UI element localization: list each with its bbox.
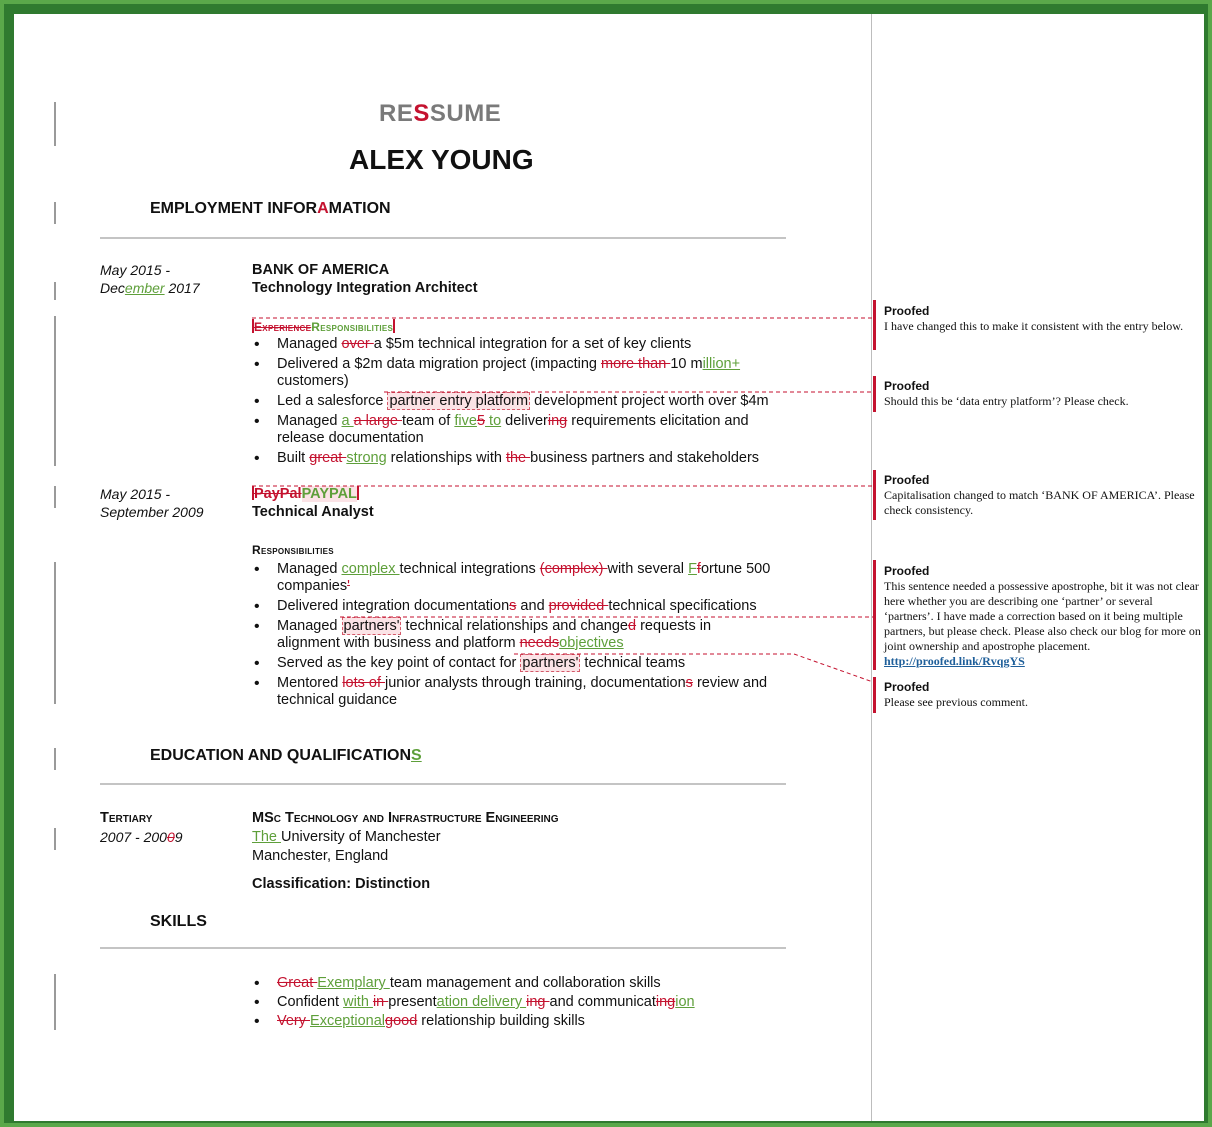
blog-link[interactable]: http://proofed.link/RvqgYS	[884, 654, 1025, 668]
employment-heading: EMPLOYMENT INFORAMATION	[150, 200, 391, 217]
job1-date-end: December 2017	[100, 280, 200, 296]
comment-text: Capitalisation changed to match ‘BANK OF AMERICA’. Please check consistency.	[884, 488, 1195, 517]
education-dates: 2007 - 20009	[100, 829, 183, 845]
classification: Classification: Distinction	[252, 876, 431, 892]
comment-marker	[873, 376, 876, 412]
candidate-name: ALEX YOUNG	[349, 144, 534, 175]
comment-author: Proofed	[884, 379, 930, 393]
comment-marker	[873, 560, 876, 670]
comment-author: Proofed	[884, 304, 930, 318]
comment-marker	[873, 300, 876, 350]
list-item: • Served as the key point of contact for partners' technical teams	[252, 655, 772, 672]
comment-text: Please see previous comment.	[884, 695, 1028, 709]
list-item: • Managed complex technical integrations (complex) with several Ffortune 500 companies'	[252, 561, 772, 595]
job1-date-start: May 2015 -	[100, 262, 171, 278]
job2-date-end: September 2009	[100, 504, 204, 520]
job2-date-start: May 2015 -	[100, 486, 171, 502]
green-frame	[4, 4, 1208, 1123]
job1-company: BANK OF AMERICA	[252, 262, 390, 278]
list-item: • Mentored lots of junior analysts through training, documentations review and technical guidance	[252, 675, 772, 709]
job1-role: Technology Integration Architect	[252, 280, 478, 296]
list-item: • Managed partners' technical relationships and changed requests in alignment with business and platform needsobjectives	[252, 618, 772, 652]
list-item: • Built great strong relationships with the business partners and stakeholders	[252, 450, 772, 467]
university: The University of Manchester	[252, 829, 441, 845]
comment-author: Proofed	[884, 473, 930, 487]
commented-text[interactable]: partner entry platform	[389, 393, 529, 409]
comment-1[interactable]	[884, 304, 1202, 334]
job1-responsibilities-heading: ExperienceResponsibilities	[254, 320, 394, 334]
list-item: • Very Exceptionalgood relationship building skills	[252, 1013, 772, 1030]
education-heading: EDUCATION AND QUALIFICATIONS	[150, 747, 422, 764]
location: Manchester, England	[252, 848, 389, 864]
list-item: • Great Exemplary team management and collaboration skills	[252, 975, 772, 992]
comment-marker	[873, 470, 876, 520]
comment-marker	[873, 677, 876, 713]
comment-text: Should this be ‘data entry platform’? Please check.	[884, 394, 1129, 408]
comment-5[interactable]	[884, 680, 1202, 710]
list-item: • Delivered integration documentations and provided technical specifications	[252, 598, 772, 615]
comment-2[interactable]	[884, 379, 1202, 409]
commented-text[interactable]: partners'	[522, 655, 579, 671]
list-item: • Confident with in presentation delivery ing and communicatingion	[252, 994, 772, 1011]
comment-4[interactable]	[884, 564, 1202, 669]
document-page	[14, 14, 1204, 1121]
job2-role: Technical Analyst	[252, 504, 374, 520]
list-item: • Delivered a $2m data migration project (impacting more than 10 million+ customers)	[252, 356, 772, 390]
list-item: • Led a salesforce partner entry platform development project worth over $4m	[252, 393, 772, 410]
list-item: • Managed a a large team of five5 to delivering requirements elicitation and release documentation	[252, 413, 772, 447]
comment-author: Proofed	[884, 564, 930, 578]
job2-company: PayPalPAYPAL	[254, 486, 357, 502]
comment-author: Proofed	[884, 680, 930, 694]
list-item: • Managed over a $5m technical integration for a set of key clients	[252, 336, 772, 353]
skills-heading: SKILLS	[150, 913, 207, 930]
job2-responsibilities-heading: Responsibilities	[252, 543, 334, 557]
commented-text[interactable]: partners'	[343, 618, 400, 634]
comment-text: This sentence needed a possessive apostrophe, bit it was not clear here whether you are describing one ‘partner’ or several ‘partners’. I have made a correction based on it being multiple partners, but please check. Please also check our blog for more on joint ownership and apostrophe placement.	[884, 579, 1201, 653]
comment-leader	[514, 654, 873, 682]
comment-3[interactable]	[884, 473, 1202, 518]
degree-title: MSc Technology and Infrastructure Engineering	[252, 810, 559, 826]
education-level: Tertiary	[100, 810, 153, 826]
document-title: RESSUME	[379, 100, 502, 127]
comment-text: I have changed this to make it consistent with the entry below.	[884, 319, 1184, 333]
